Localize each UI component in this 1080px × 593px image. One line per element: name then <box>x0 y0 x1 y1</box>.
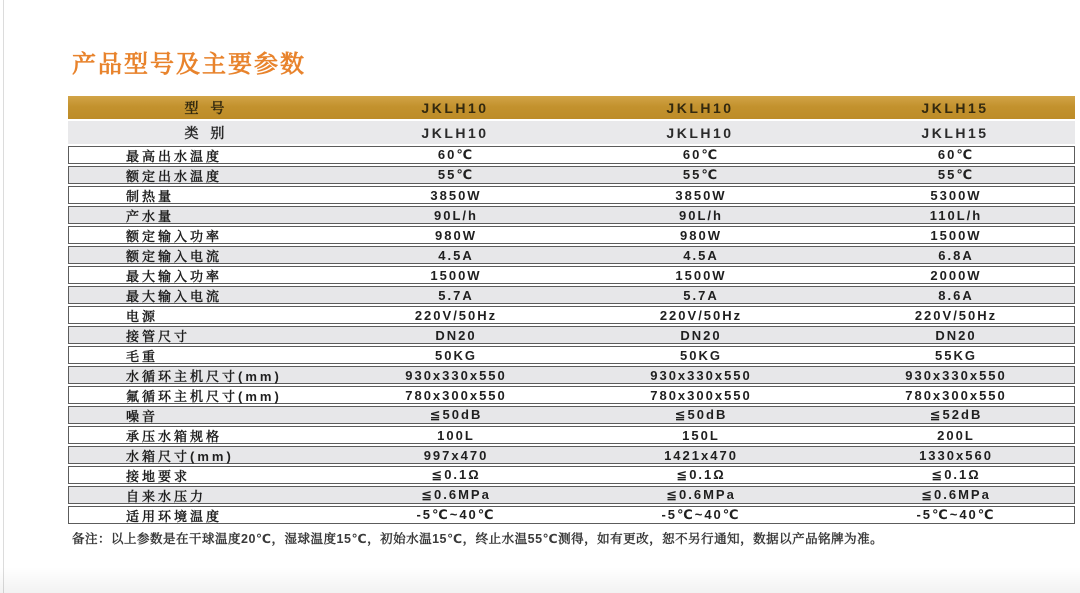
table-row <box>68 446 1075 464</box>
spec-value-2: 5.7A <box>683 287 719 303</box>
spec-label: 制热量 <box>126 188 175 204</box>
spec-value-3: 220V/50Hz <box>914 307 998 323</box>
spec-value-3: 780x300x550 <box>905 387 1007 403</box>
spec-value-3: 60℃ <box>937 147 975 162</box>
table-row <box>68 466 1075 484</box>
spec-value-3: 200L <box>937 427 975 443</box>
footnote: 备注：以上参数是在干球温度20℃，湿球温度15℃，初始水温15℃，终止水温55℃测得，如有更改，恕不另行通知，数据以产品铭牌为准。 <box>72 532 884 546</box>
spec-value-2: -5℃~40℃ <box>661 507 741 522</box>
spec-label: 水循环主机尺寸(mm) <box>126 368 282 384</box>
spec-label: 最大输入功率 <box>126 268 223 284</box>
spec-value-2: ≦0.1Ω <box>676 467 726 482</box>
spec-value-3: DN20 <box>935 327 977 343</box>
spec-label: 水箱尺寸(mm) <box>126 448 234 464</box>
spec-value-2: 90L/h <box>679 207 723 223</box>
page-title: 产品型号及主要参数 <box>72 51 306 78</box>
spec-value-1: 3850W <box>430 187 482 203</box>
spec-value-2: ≦50dB <box>674 407 728 422</box>
spec-table <box>68 96 1075 526</box>
spec-value-1: 1500W <box>430 267 482 283</box>
spec-label: 噪音 <box>126 408 159 424</box>
spec-value-1: 980W <box>435 227 477 243</box>
table-row <box>68 166 1075 184</box>
spec-value-3: ≦0.6MPa <box>921 487 991 502</box>
spec-value-3: -5℃~40℃ <box>916 507 996 522</box>
spec-value-2: 60℃ <box>682 147 720 162</box>
spec-label: 额定输入功率 <box>126 228 223 244</box>
table-row <box>68 486 1075 504</box>
table-row <box>68 206 1075 224</box>
spec-value-1: DN20 <box>435 327 477 343</box>
spec-value-3: 2000W <box>930 267 982 283</box>
page-left-edge-line <box>3 0 4 593</box>
table-row <box>68 506 1075 524</box>
header-model-col-1: JKLH10 <box>421 99 489 116</box>
table-row <box>68 186 1075 204</box>
spec-value-3: 8.6A <box>938 287 974 303</box>
spec-label: 最高出水温度 <box>126 148 223 164</box>
spec-value-3: 55℃ <box>937 167 975 182</box>
spec-value-2: 150L <box>682 427 720 443</box>
spec-value-1: ≦0.6MPa <box>421 487 491 502</box>
spec-value-3: 930x330x550 <box>905 367 1007 383</box>
spec-value-2: 1500W <box>675 267 727 283</box>
spec-label: 接管尺寸 <box>126 328 191 344</box>
table-row <box>68 366 1075 384</box>
table-row <box>68 386 1075 404</box>
spec-value-1: ≦0.1Ω <box>431 467 481 482</box>
spec-value-1: 50KG <box>435 347 477 363</box>
spec-label: 承压水箱规格 <box>126 428 223 444</box>
table-header-category-row <box>68 121 1075 144</box>
spec-value-1: -5℃~40℃ <box>416 507 496 522</box>
spec-value-2: 780x300x550 <box>650 387 752 403</box>
spec-value-2: 3850W <box>675 187 727 203</box>
spec-value-1: 780x300x550 <box>405 387 507 403</box>
spec-value-3: 5300W <box>930 187 982 203</box>
spec-value-3: 55KG <box>935 347 977 363</box>
spec-value-2: 930x330x550 <box>650 367 752 383</box>
spec-label: 电源 <box>126 308 159 324</box>
spec-value-2: 220V/50Hz <box>659 307 743 323</box>
table-row <box>68 146 1075 164</box>
header-model-col-2: JKLH10 <box>666 99 734 116</box>
spec-value-3: 6.8A <box>938 247 974 263</box>
spec-label: 毛重 <box>126 348 159 364</box>
spec-value-1: 90L/h <box>434 207 478 223</box>
table-body <box>68 146 1075 524</box>
table-row <box>68 406 1075 424</box>
header-category-col-2: JKLH10 <box>666 124 734 141</box>
table-row <box>68 246 1075 264</box>
spec-value-1: 930x330x550 <box>405 367 507 383</box>
table-row <box>68 306 1075 324</box>
spec-value-3: 1500W <box>930 227 982 243</box>
table-row <box>68 286 1075 304</box>
spec-value-3: ≦52dB <box>929 407 983 422</box>
spec-label: 最大输入电流 <box>126 288 223 304</box>
spec-value-1: 4.5A <box>438 247 474 263</box>
table-header-model-row <box>68 96 1075 119</box>
spec-value-2: DN20 <box>680 327 722 343</box>
table-row <box>68 326 1075 344</box>
spec-value-2: ≦0.6MPa <box>666 487 736 502</box>
spec-value-1: 220V/50Hz <box>414 307 498 323</box>
spec-value-1: 5.7A <box>438 287 474 303</box>
table-row <box>68 426 1075 444</box>
spec-label: 自来水压力 <box>126 488 207 504</box>
spec-value-1: ≦50dB <box>429 407 483 422</box>
spec-value-3: 110L/h <box>929 207 983 223</box>
spec-label: 产水量 <box>126 208 175 224</box>
table-row <box>68 266 1075 284</box>
header-model-col-3: JKLH15 <box>921 99 989 116</box>
header-model-label: 型 号 <box>184 99 229 116</box>
spec-value-2: 50KG <box>680 347 722 363</box>
spec-value-2: 4.5A <box>683 247 719 263</box>
header-category-label: 类 别 <box>184 124 229 141</box>
spec-value-3: ≦0.1Ω <box>931 467 981 482</box>
spec-value-1: 60℃ <box>437 147 475 162</box>
spec-label: 额定输入电流 <box>126 248 223 264</box>
spec-value-2: 55℃ <box>682 167 720 182</box>
spec-label: 额定出水温度 <box>126 168 223 184</box>
header-category-col-3: JKLH15 <box>921 124 989 141</box>
page-bottom-shade <box>0 567 1080 593</box>
header-category-col-1: JKLH10 <box>421 124 489 141</box>
spec-label: 适用环境温度 <box>126 508 223 524</box>
spec-label: 接地要求 <box>126 468 191 484</box>
spec-value-1: 55℃ <box>437 167 475 182</box>
spec-label: 氟循环主机尺寸(mm) <box>126 388 282 404</box>
spec-value-3: 1330x560 <box>919 447 993 463</box>
table-row <box>68 346 1075 364</box>
spec-value-2: 980W <box>680 227 722 243</box>
spec-value-1: 100L <box>437 427 475 443</box>
table-row <box>68 226 1075 244</box>
spec-value-2: 1421x470 <box>664 447 738 463</box>
spec-value-1: 997x470 <box>423 447 489 463</box>
